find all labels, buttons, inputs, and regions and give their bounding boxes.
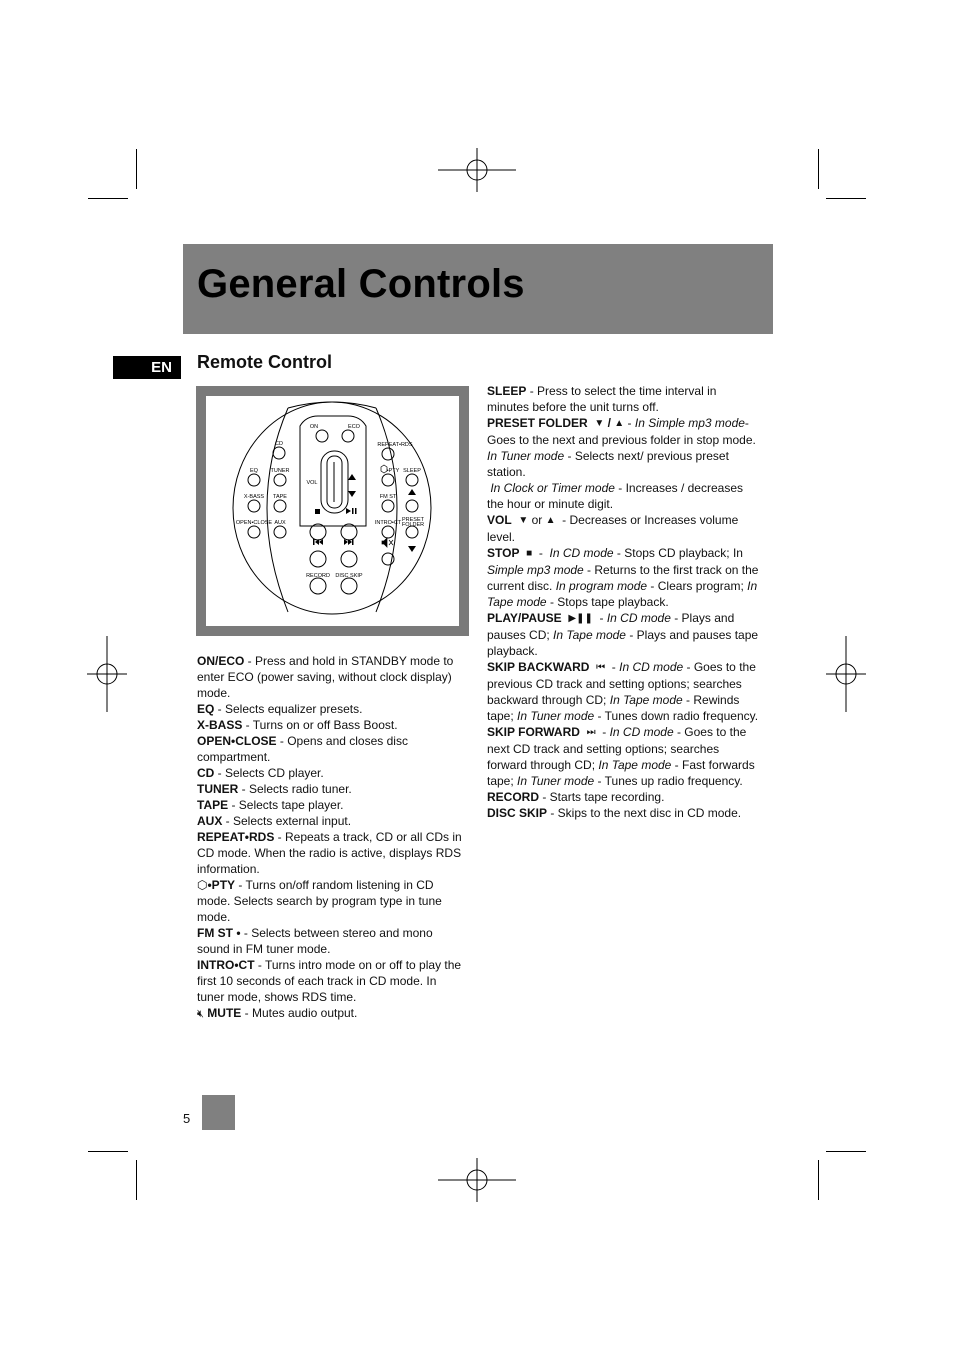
registration-mark — [826, 636, 866, 712]
mute-icon — [382, 538, 393, 547]
remote-label-repeat-rds: REPEAT•RDS — [377, 442, 413, 448]
list-item: EQ - Selects equalizer presets. — [197, 702, 363, 716]
play-pause-icon: ▶❚❚ — [568, 613, 593, 624]
list-item: AUX - Selects external input. — [197, 814, 352, 828]
language-tab: EN — [113, 356, 181, 379]
remote-control-illustration — [206, 396, 459, 626]
page-number: 5 — [183, 1111, 191, 1126]
mute-icon: 🔇︎ — [197, 1008, 204, 1020]
list-item: 🔇︎ MUTE - Mutes audio output. — [197, 1006, 358, 1020]
list-item: TAPE - Selects tape player. — [197, 798, 344, 812]
remote-figure — [196, 386, 469, 636]
list-item: PRESET FOLDER ▼ / ▲ - In Simple mp3 mode- Goes to the next and previous folder in stop mode. In Tuner mode - Selects next/ previous preset station. In Clock or Timer mode - Increases / decreases the hour or minute digit. — [487, 416, 756, 511]
registration-mark — [438, 1158, 516, 1202]
list-item: OPEN•CLOSE - Opens and closes disc compartment. — [197, 734, 408, 764]
list-item: ⬡•PTY - Turns on/off random listening in CD mode. Selects search by program type in tune mode. — [197, 878, 442, 924]
remote-label-aux: AUX — [274, 520, 286, 526]
remote-label-disc-skip: DISC SKIP — [335, 573, 363, 579]
remote-label-preset: PRESET — [401, 517, 425, 523]
skip-forward-icon: ⏭ — [586, 727, 596, 738]
crop-mark — [136, 1160, 137, 1200]
remote-label-cd: CD — [275, 441, 283, 447]
crop-mark — [818, 1160, 819, 1200]
list-item: TUNER - Selects radio tuner. — [197, 782, 352, 796]
remote-label-openclose: OPEN•CLOSE — [235, 520, 273, 526]
list-item: ON/ECO - Press and hold in STANDBY mode to enter ECO (power saving, without clock display) mode. — [197, 654, 454, 700]
list-item: DISC SKIP - Skips to the next disc in CD mode. — [487, 806, 742, 820]
registration-mark — [438, 148, 516, 192]
up-arrow-icon: ▲ — [545, 515, 556, 526]
list-item: REPEAT•RDS - Repeats a track, CD or all CDs in CD mode. When the radio is active, displays RDS information. — [197, 830, 462, 876]
remote-label-intro-ct: INTRO•CT — [374, 520, 402, 526]
remote-label-tape: TAPE — [273, 494, 287, 500]
remote-label-vol: VOL — [306, 480, 318, 486]
remote-label-xbass: X-BASS — [243, 494, 265, 500]
list-item: STOP ■ - In CD mode - Stops CD playback; In Simple mp3 mode - Returns to the first track on the current disc. In program mode - Clears program; In Tape mode - Stops tape playback. — [487, 546, 759, 609]
list-item: FM ST • - Selects between stereo and mono sound in FM tuner mode. — [197, 926, 433, 956]
remote-label-tuner: TUNER — [270, 468, 290, 474]
page-title: General Controls — [197, 262, 525, 306]
crop-mark — [826, 198, 866, 199]
list-item: PLAY/PAUSE ▶❚❚ - In CD mode - Plays and pauses CD; In Tape mode - Plays and pauses tape playback. — [487, 611, 759, 658]
remote-label-sleep: SLEEP — [403, 468, 421, 474]
stop-icon: ■ — [526, 548, 533, 559]
crop-mark — [136, 149, 137, 189]
down-arrow-icon: ▼ — [594, 418, 605, 429]
list-item: VOL ▼ or ▲ - Decreases or Increases volume level. — [487, 513, 739, 544]
list-item: RECORD - Starts tape recording. — [487, 790, 665, 804]
list-item: X-BASS - Turns on or off Bass Boost. — [197, 718, 398, 732]
crop-mark — [88, 198, 128, 199]
crop-mark — [826, 1151, 866, 1152]
remote-label-record: RECORD — [306, 573, 330, 579]
remote-label-on: ON — [309, 424, 319, 430]
skip-backward-icon: ⏮ — [596, 662, 606, 673]
remote-label-eco: ECO — [348, 424, 360, 430]
remote-label-eq: EQ — [250, 468, 258, 474]
list-item: CD - Selects CD player. — [197, 766, 324, 780]
remote-label-fmst: FM ST — [379, 494, 397, 500]
list-item: SKIP BACKWARD ⏮ - In CD mode - Goes to the previous CD track and setting options; searches backward through CD; In Tape mode - Rewinds tape; In Tuner mode - Tunes down radio frequency. — [487, 660, 759, 723]
pty-icon: ⬡ — [197, 878, 208, 892]
right-column — [487, 383, 759, 821]
list-item: SKIP FORWARD ⏭ - In CD mode - Goes to the next CD track and setting options; searches forward through CD; In Tape mode - Fast forwards tape; In Tuner mode - Tunes up radio frequency. — [487, 725, 755, 788]
crop-mark — [818, 149, 819, 189]
registration-mark — [87, 636, 127, 712]
section-title: Remote Control — [197, 352, 332, 372]
down-arrow-icon: ▼ — [518, 515, 529, 526]
page-marker-block — [202, 1095, 235, 1130]
list-item: SLEEP - Press to select the time interval in minutes before the unit turns off. — [487, 384, 717, 414]
remote-label-pty: •PTY — [386, 468, 400, 474]
left-column — [197, 653, 467, 1022]
up-arrow-icon: ▲ — [614, 418, 625, 429]
remote-figure-inner — [206, 396, 459, 626]
crop-mark — [88, 1151, 128, 1152]
remote-label-folder: FOLDER — [401, 522, 425, 528]
list-item: INTRO•CT - Turns intro mode on or off to play the first 10 seconds of each track in CD mode. In tuner mode, shows RDS time. — [197, 958, 462, 1004]
